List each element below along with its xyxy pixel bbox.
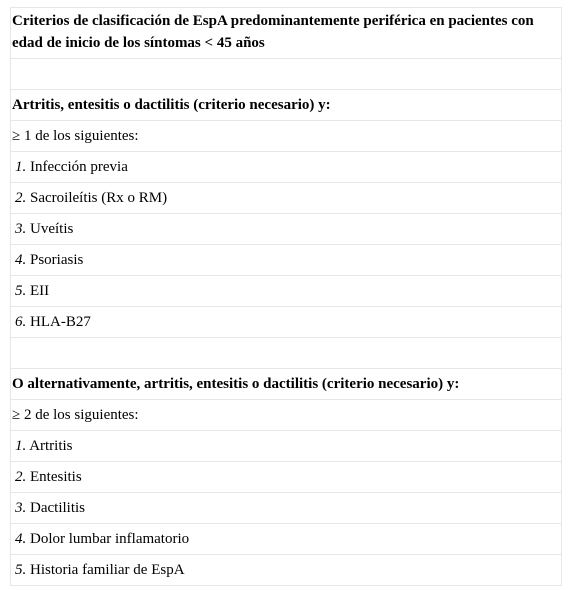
item-number: 6. [15, 314, 27, 330]
table-row [11, 214, 562, 245]
table-row [11, 307, 562, 338]
section1-heading-row [11, 90, 562, 121]
item-number: 3. [15, 221, 27, 237]
item-number: 4. [15, 252, 27, 268]
table-row [11, 524, 562, 555]
table-row [11, 555, 562, 586]
item-text: Uveítis [30, 221, 74, 237]
item-number: 3. [15, 500, 27, 516]
section1-heading: Artritis, entesitis o dactilitis (criterio necesario) y: [11, 90, 562, 121]
item-text: HLA-B27 [30, 314, 91, 330]
section1-subheading-row [11, 121, 562, 152]
item-number: 2. [15, 469, 27, 485]
item-text: Infección previa [30, 159, 128, 175]
table-row [11, 431, 562, 462]
table-title: Criterios de clasificación de EspA predominantemente periférica en pacientes con edad de inicio de los síntomas < 45 años [11, 8, 562, 59]
item-text: Artritis [29, 438, 73, 454]
item-number: 2. [15, 190, 27, 206]
list-item [11, 462, 562, 493]
list-item [11, 431, 562, 462]
item-number: 4. [15, 531, 27, 547]
list-item [11, 245, 562, 276]
item-text: Dactilitis [30, 500, 85, 516]
item-text: Psoriasis [30, 252, 84, 268]
empty-row [11, 338, 562, 369]
criteria-table [10, 7, 562, 586]
list-item [11, 152, 562, 183]
item-text: Historia familiar de EspA [30, 562, 185, 578]
item-text: Sacroileítis (Rx o RM) [30, 190, 168, 206]
item-text: EII [30, 283, 50, 299]
item-text: Entesitis [30, 469, 82, 485]
empty-row [11, 59, 562, 90]
section1-subheading: ≥ 1 de los siguientes: [11, 121, 562, 152]
list-item [11, 524, 562, 555]
list-item [11, 307, 562, 338]
section2-subheading: ≥ 2 de los siguientes: [11, 400, 562, 431]
list-item [11, 555, 562, 586]
list-item [11, 183, 562, 214]
empty-cell [11, 59, 562, 90]
item-number: 5. [15, 562, 27, 578]
empty-cell [11, 338, 562, 369]
section2-heading-row [11, 369, 562, 400]
list-item [11, 276, 562, 307]
section2-subheading-row [11, 400, 562, 431]
table-row [11, 152, 562, 183]
list-item [11, 493, 562, 524]
item-number: 5. [15, 283, 27, 299]
table-row [11, 183, 562, 214]
item-text: Dolor lumbar inflamatorio [30, 531, 190, 547]
item-number: 1. [15, 438, 27, 454]
item-number: 1. [15, 159, 27, 175]
section2-heading: O alternativamente, artritis, entesitis o dactilitis (criterio necesario) y: [11, 369, 562, 400]
list-item [11, 214, 562, 245]
table-row [11, 462, 562, 493]
table-row [11, 276, 562, 307]
table-row [11, 493, 562, 524]
title-row [11, 8, 562, 59]
table-row [11, 245, 562, 276]
